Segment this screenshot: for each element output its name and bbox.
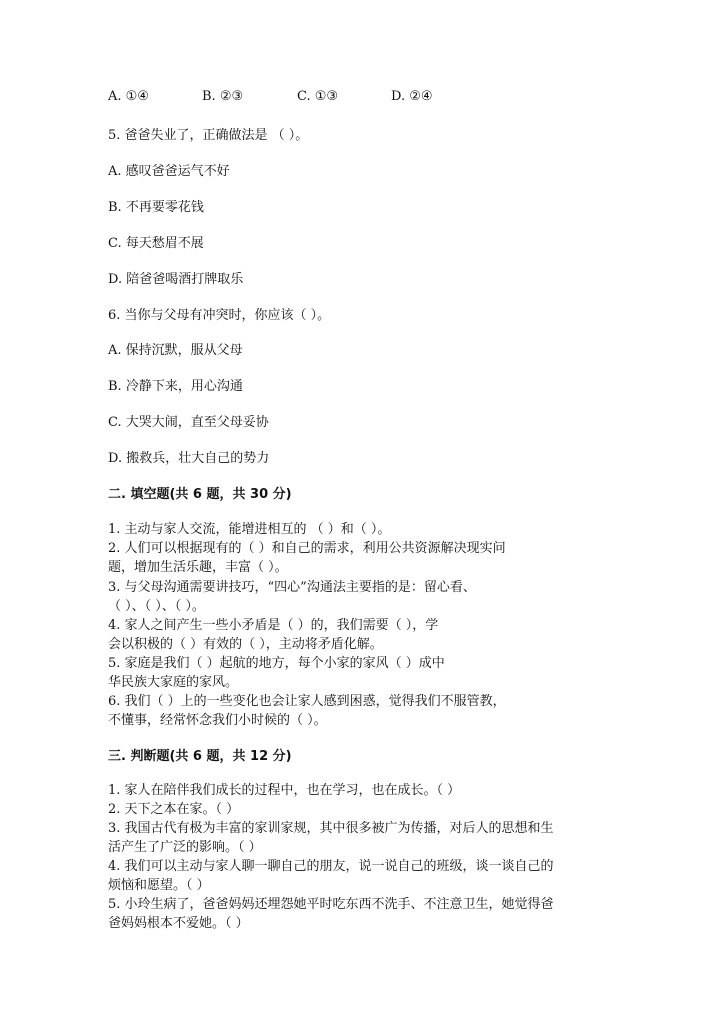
q6-option-c: C. 大哭大闹，直至父母妥协 [108, 415, 269, 430]
q6-option-d: D. 搬救兵，壮大自己的势力 [108, 451, 270, 466]
judge-line: 4. 我们可以主动与家人聊一聊自己的朋友，说一说自己的班级，谈一谈自己的 [108, 859, 554, 874]
fill-line: 题，增加生活乐趣，丰富（ ）。 [108, 560, 288, 575]
judge-line: 爸妈妈根本不爱她。（ ） [108, 916, 249, 931]
fill-line: （ ）、（ ）、（ ）。 [108, 599, 205, 614]
judge-line: 1. 家人在陪伴我们成长的过程中，也在学习，也在成长。（ ） [108, 783, 461, 798]
q4-option-d: D. ②④ [391, 89, 433, 104]
judge-line: 2. 天下之本在家。（ ） [108, 802, 240, 817]
q5-option-a: A. 感叹爸爸运气不好 [108, 164, 230, 179]
q4-option-a: A. ①④ [108, 89, 149, 104]
judge-line: 活产生了广泛的影响。（ ） [108, 840, 262, 855]
q5-option-c: C. 每天愁眉不展 [108, 236, 204, 251]
q4-options [108, 89, 628, 105]
fill-line: 不懂事，经常怀念我们小时候的（ ）。 [108, 713, 327, 728]
fill-line: 4. 家人之间产生一些小矛盾是（ ）的，我们需要（ ），学 [108, 618, 439, 633]
q4-option-c: C. ①③ [297, 89, 339, 104]
section2-title: 二. 填空题(共 6 题，共 30 分) [108, 487, 292, 502]
fill-line: 5. 家庭是我们（ ）起航的地方，每个小家的家风（ ）成中 [108, 656, 445, 671]
judge-line: 5. 小玲生病了，爸爸妈妈还埋怨她平时吃东西不洗手、不注意卫生，她觉得爸 [108, 897, 554, 912]
fill-line: 华民族大家庭的家风。 [108, 675, 239, 690]
q6-option-b: B. 冷静下来，用心沟通 [108, 379, 243, 394]
q6-option-a: A. 保持沉默，服从父母 [108, 343, 243, 358]
fill-line: 2. 人们可以根据现有的（ ）和自己的需求，利用公共资源解决现实问 [108, 541, 506, 556]
judge-line: 烦恼和愿望。（ ） [108, 878, 210, 893]
fill-line: 1. 主动与家人交流，能增进相互的 （ ）和（ ）。 [108, 522, 391, 537]
q5-option-d: D. 陪爸爸喝酒打牌取乐 [108, 272, 244, 287]
q5-stem: 5. 爸爸失业了，正确做法是 （ ）。 [108, 128, 309, 143]
judge-line: 3. 我国古代有极为丰富的家训家规，其中很多被广为传播，对后人的思想和生 [108, 821, 554, 836]
fill-line: 会以积极的（ ）有效的（ ），主动将矛盾化解。 [108, 637, 383, 652]
q4-option-b: B. ②③ [202, 89, 244, 104]
fill-line: 3. 与父母沟通需要讲技巧，“四心”沟通法主要指的是：留心看、 [108, 580, 476, 595]
q5-option-b: B. 不再要零花钱 [108, 200, 204, 215]
section3-title: 三. 判断题(共 6 题，共 12 分) [108, 749, 292, 764]
fill-line: 6. 我们（ ）上的一些变化也会让家人感到困惑，觉得我们不服管教， [108, 694, 506, 709]
q6-stem: 6. 当你与父母有冲突时，你应该（ ）。 [108, 308, 331, 323]
